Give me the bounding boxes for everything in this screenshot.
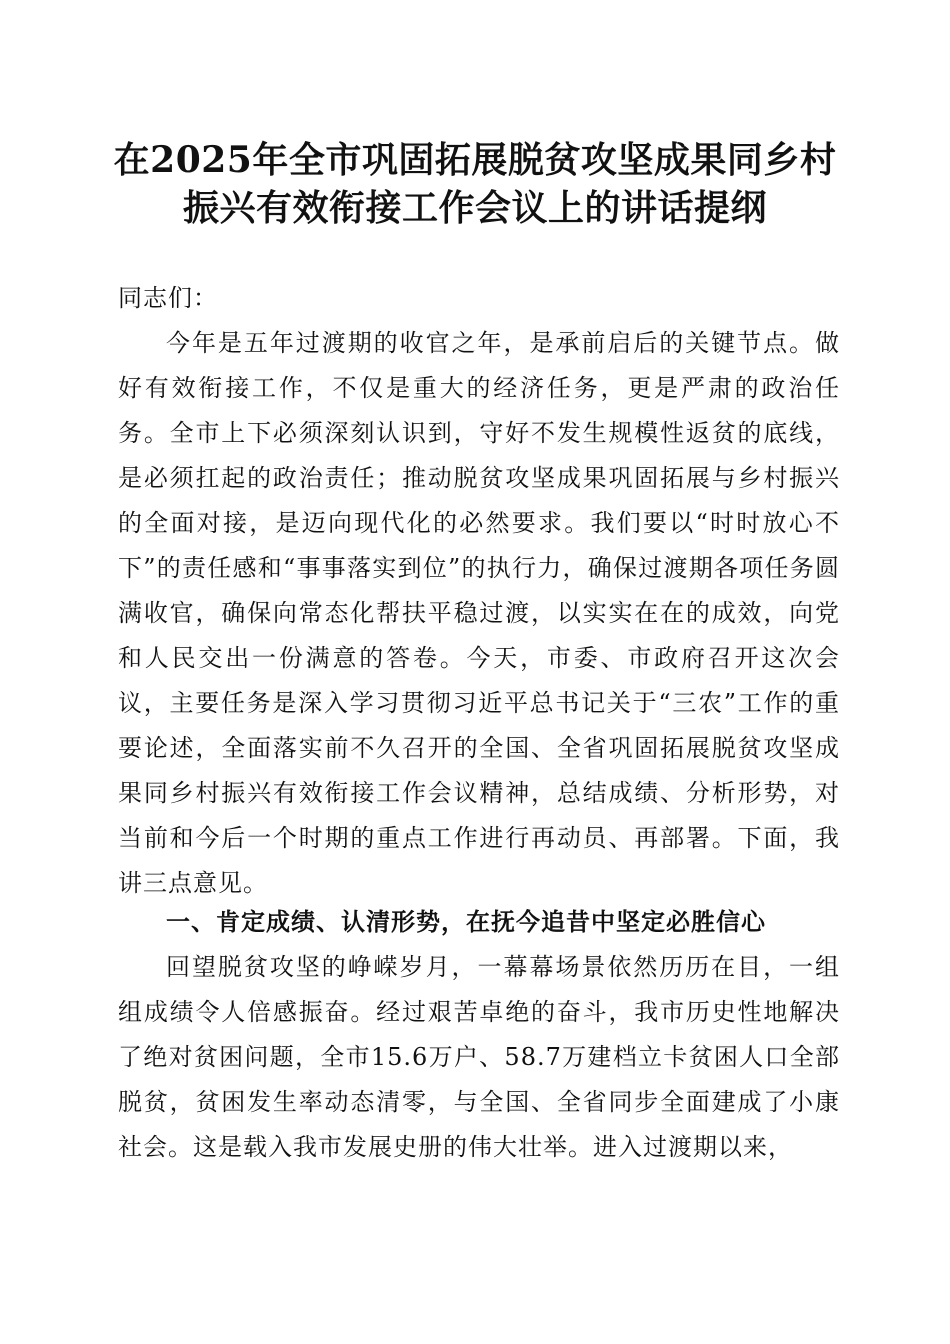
document-title-line-2: 振兴有效衔接工作会议上的讲话提纲 (182, 187, 767, 229)
paragraph-section-1: 回望脱贫攻坚的峥嵘岁月，一幕幕场景依然历历在目，一组组成绩令人倍感振奋。经过艰苦卓绝的奋斗，我市历史性地解决了绝对贫困问题，全市15.6万户、58.7万建档立卡贫困人口全部脱贫，贫困发生率动态清零，与全国、全省同步全面建成了小康社会。这是载入我市发展史册的伟大壮举。进入过渡期以来， (118, 953, 840, 1161)
salutation: 同志们： (118, 284, 218, 312)
section-heading-1: 一、肯定成绩、认清形势，在抚今追昔中坚定必胜信心 (166, 908, 766, 936)
document-title-line-1: 在2025年全市巩固拓展脱贫攻坚成果同乡村 (113, 139, 837, 181)
paragraph-intro: 今年是五年过渡期的收官之年，是承前启后的关键节点。做好有效衔接工作，不仅是重大的经济任务，更是严肃的政治任务。全市上下必须深刻认识到，守好不发生规模性返贫的底线，是必须扛起的政治责任；推动脱贫攻坚成果巩固拓展与乡村振兴的全面对接，是迈向现代化的必然要求。我们要以“时时放心不下”的责任感和“事事落实到位”的执行力，确保过渡期各项任务圆满收官，确保向常态化帮扶平稳过渡，以实实在在的成效，向党和人民交出一份满意的答卷。今天，市委、市政府召开这次会议，主要任务是深入学习贯彻习近平总书记关于“三农”工作的重要论述，全面落实前不久召开的全国、全省巩固拓展脱贫攻坚成果同乡村振兴有效衔接工作会议精神，总结成绩、分析形势，对当前和今后一个时期的重点工作进行再动员、再部署。下面，我讲三点意见。 (118, 329, 840, 897)
